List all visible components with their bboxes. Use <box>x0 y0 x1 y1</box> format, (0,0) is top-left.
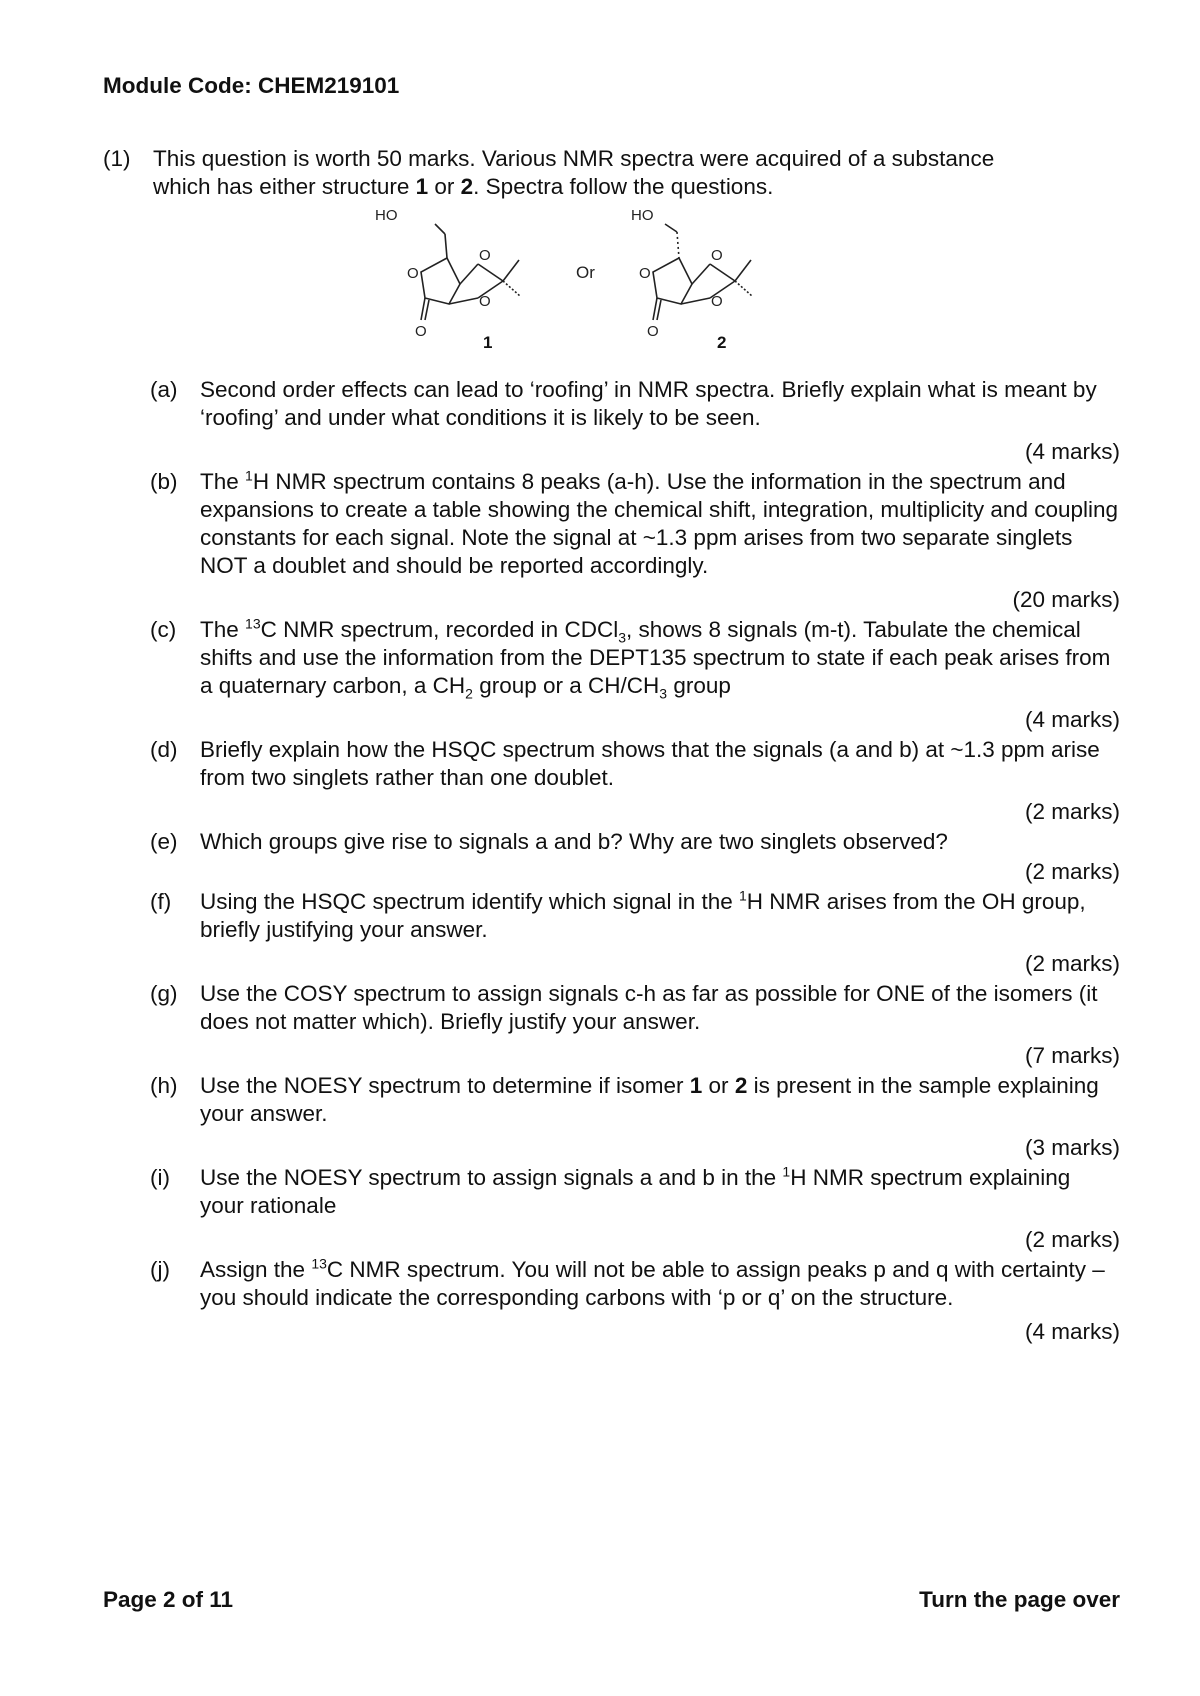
part-f <box>150 888 1120 978</box>
part-marks: (4 marks) <box>1025 439 1120 464</box>
module-code: Module Code: CHEM219101 <box>103 73 400 98</box>
o-label-2b: O <box>711 293 723 310</box>
part-text: Use the NOESY spectrum to assign signals a and b in the $^1$H NMR spectrum explaining your rationale <box>200 1163 1071 1218</box>
part-text: Assign the $^{13}$C NMR spectrum. You will not be able to assign peaks p and q with certainty – you should indicate the corresponding carbons with ‘p or q’ on the structure. <box>200 1255 1105 1310</box>
part-label: (a) <box>150 377 178 402</box>
part-marks: (2 marks) <box>1025 859 1120 884</box>
part-i <box>150 1164 1120 1254</box>
question-parts <box>150 376 1120 1348</box>
part-label: (f) <box>150 889 172 914</box>
part-d <box>150 736 1120 826</box>
turn-page-note: Turn the page over <box>919 1587 1120 1612</box>
structure-label-2: 2 <box>717 333 727 352</box>
structure-label-1: 1 <box>483 333 493 352</box>
part-text: Using the HSQC spectrum identify which signal in the $^1$H NMR arises from the OH group, briefly justifying your answer. <box>200 887 1086 942</box>
ho-label-1: HO <box>375 207 398 224</box>
part-text: Use the COSY spectrum to assign signals c-h as far as possible for ONE of the isomers (it does not matter which). Briefly justify your answer. <box>200 981 1098 1034</box>
part-marks: (2 marks) <box>1025 1227 1120 1252</box>
part-marks: (4 marks) <box>1025 707 1120 732</box>
part-label: (g) <box>150 981 178 1006</box>
part-label: (h) <box>150 1073 178 1098</box>
part-text: The $^1$H NMR spectrum contains 8 peaks (a-h). Use the information in the spectrum and expansions to create a table showing the chemical shift, integration, multiplicity and coupling constants for each signal. Note the signal at ~1.3 ppm arises from two separate singlets NOT a doublet and should be reported accordingly. <box>200 467 1119 578</box>
part-marks: (4 marks) <box>1025 1319 1120 1344</box>
o-label-1d: O <box>415 323 427 340</box>
o-label-2d: O <box>647 323 659 340</box>
o-label-2a: O <box>711 247 723 264</box>
part-h <box>150 1072 1120 1162</box>
part-label: (i) <box>150 1165 170 1190</box>
part-g <box>150 980 1120 1070</box>
chemical-structures <box>375 207 835 362</box>
question-number: (1) <box>103 146 131 171</box>
ho-label-2: HO <box>631 207 654 224</box>
part-marks: (7 marks) <box>1025 1043 1120 1068</box>
question-intro: This question is worth 50 marks. Various NMR spectra were acquired of a substance which has either structure 1 or 2. Spectra follow the questions. <box>153 146 995 199</box>
part-text: The $^{13}$C NMR spectrum, recorded in CDCl$_3$, shows 8 signals (m-t). Tabulate the chemical shifts and use the information from the DEPT135 spectrum to state if each peak arises from a quaternary carbon, a $CH_2$ group or a $CH/CH_3$ group <box>200 615 1111 702</box>
o-label-2c: O <box>639 265 651 282</box>
part-c <box>150 616 1120 734</box>
part-marks: (20 marks) <box>1012 587 1120 612</box>
part-label: (b) <box>150 469 178 494</box>
o-label-1c: O <box>407 265 419 282</box>
part-label: (j) <box>150 1257 170 1282</box>
part-text: Use the NOESY spectrum to determine if isomer 1 or 2 is present in the sample explaining your answer. <box>200 1073 1099 1126</box>
part-e <box>150 828 1120 886</box>
o-label-1a: O <box>479 247 491 264</box>
part-label: (c) <box>150 617 177 642</box>
part-marks: (2 marks) <box>1025 951 1120 976</box>
part-b <box>150 468 1120 614</box>
part-text: Briefly explain how the HSQC spectrum shows that the signals (a and b) at ~1.3 ppm arise from two singlets rather than one doublet. <box>200 737 1100 790</box>
page-number: Page 2 of 11 <box>103 1587 234 1612</box>
part-label: (e) <box>150 829 178 854</box>
part-j <box>150 1256 1120 1346</box>
or-label: Or <box>576 263 595 282</box>
part-marks: (2 marks) <box>1025 799 1120 824</box>
part-a <box>150 376 1120 466</box>
part-marks: (3 marks) <box>1025 1135 1120 1160</box>
part-label: (d) <box>150 737 178 762</box>
o-label-1b: O <box>479 293 491 310</box>
part-text: Which groups give rise to signals a and b? Why are two singlets observed? <box>200 829 948 854</box>
part-text: Second order effects can lead to ‘roofing’ in NMR spectra. Briefly explain what is meant by ‘roofing’ and under what conditions it is likely to be seen. <box>200 377 1097 430</box>
